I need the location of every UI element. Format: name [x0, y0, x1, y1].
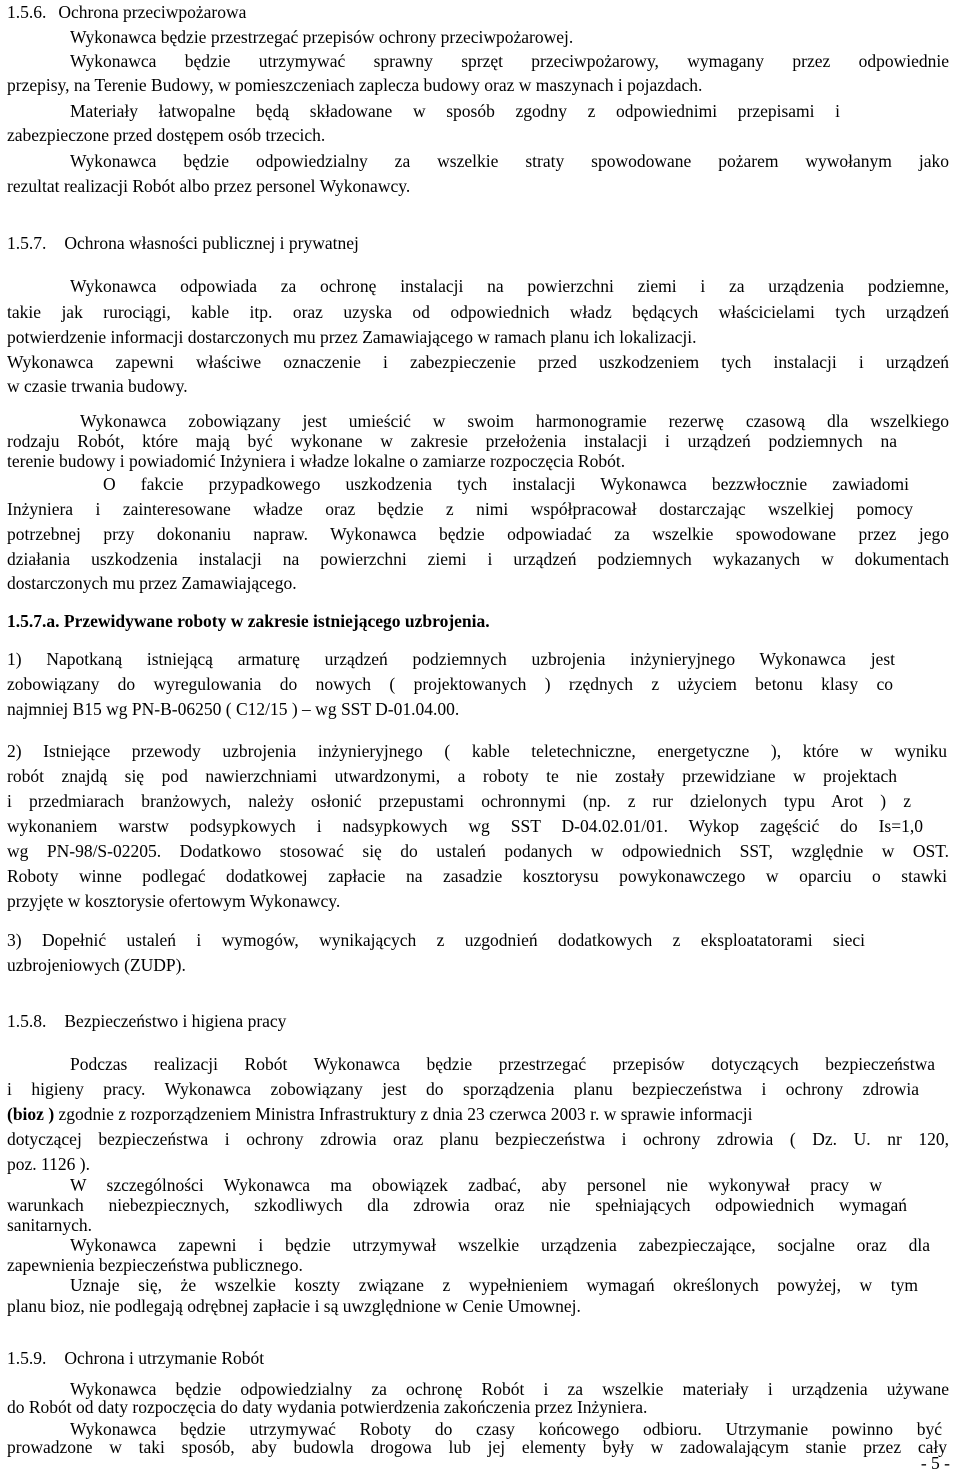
list-item-2-line: i przedmiarach branżowych, należy osłonić przepustami ochronnymi (np. z rur dzielonych typu Arot ) z [7, 791, 911, 811]
list-item-2-line: wykonaniem warstw podsypkowych i nadsypkowych wg SST D-04.02.01/01. Wykop zagęścić do Is=1,0 [7, 816, 923, 836]
list-item-2-line: przyjęte w kosztorysie ofertowym Wykonawcy. [7, 891, 341, 911]
paragraph-line: Wykonawca będzie utrzymywać Roboty do czasy końcowego odbioru. Utrzymanie powinno być [70, 1419, 942, 1439]
paragraph-line: rezultat realizacji Robót albo przez personel Wykonawcy. [7, 176, 411, 196]
section-title: Ochrona przeciwpożarowa [58, 2, 247, 22]
paragraph-line: Wykonawca zobowiązany jest umieścić w swoim harmonogramie rezerwę czasową dla wszelkiego [80, 411, 949, 431]
paragraph-line: przepisy, na Terenie Budowy, w pomieszczeniach zaplecza budowy oraz w maszynach i pojazdach. [7, 75, 703, 95]
paragraph-line: Wykonawca zapewni właściwe oznaczenie i zabezpieczenie przed uszkodzeniem tych instalacji i urządzeń [7, 352, 949, 372]
paragraph-line: do Robót od daty rozpoczęcia do daty wydania potwierdzenia zakończenia przez Inżyniera. [7, 1397, 648, 1417]
paragraph-line: dostarczonych mu przez Zamawiającego. [7, 573, 297, 593]
list-item-2-line: wg PN-98/S-02205. Dodatkowo stosować się do ustaleń podanych w odpowiednich SST, względnie w OST. [7, 841, 949, 861]
paragraph-line: Wykonawca będzie odpowiedzialny za ochronę Robót i za wszelkie materiały i urządzenia używane [70, 1379, 949, 1399]
section-heading-1-5-7 [7, 232, 359, 256]
list-item-3-line: 3) Dopełnić ustaleń i wymogów, wynikających z uzgodnień dodatkowych z eksploatatorami sieci [7, 930, 865, 950]
section-title: Bezpieczeństwo i higiena pracy [64, 1011, 287, 1031]
paragraph-line: potrzebnej przy dokonaniu napraw. Wykonawca będzie odpowiadać za wszelkie spowodowane przez jego [7, 524, 949, 544]
paragraph-line: dotyczącej bezpieczeństwa i ochrony zdrowia oraz planu bezpieczeństwa i ochrony zdrowia ( Dz. U. nr 120, [7, 1129, 949, 1149]
section-number: 1.5.9. [7, 1348, 47, 1368]
paragraph-line: Wykonawca będzie utrzymywać sprawny sprzęt przeciwpożarowy, wymagany przez odpowiednie [70, 51, 949, 71]
section-number: 1.5.7. [7, 233, 47, 253]
paragraph-line: Wykonawca zapewni i będzie utrzymywał wszelkie urządzenia zabezpieczające, socjalne oraz dla [70, 1235, 930, 1255]
list-item-1-line: 1) Napotkaną istniejącą armaturę urządzeń podziemnych uzbrojenia inżynieryjnego Wykonawca jest [7, 649, 895, 669]
paragraph-line: poz. 1126 ). [7, 1154, 90, 1174]
paragraph-line: planu bioz, nie podlegają odrębnej zapłacie i są uwzględnione w Cenie Umownej. [7, 1296, 581, 1316]
paragraph-line: zabezpieczone przed dostępem osób trzecich. [7, 125, 326, 145]
paragraph-line: Inżyniera i zainteresowane władze oraz będzie z nimi współpracował dostarczając wszelkiej pomocy [7, 499, 913, 519]
paragraph-line: O fakcie przypadkowego uszkodzenia tych instalacji Wykonawca bezzwłocznie zawiadomi [103, 474, 909, 494]
list-item-3-line: uzbrojeniowych (ZUDP). [7, 955, 186, 975]
section-title: Ochrona własności publicznej i prywatnej [64, 233, 359, 253]
section-heading-1-5-6 [7, 1, 246, 25]
section-heading-1-5-8 [7, 1010, 286, 1034]
section-title: Ochrona i utrzymanie Robót [64, 1348, 265, 1368]
section-number: 1.5.6. [7, 2, 47, 22]
list-item-2-line: Roboty winne podlegać dodatkowej zapłacie na zasadzie kosztorysu powykonawczego w oparciu o stawki [7, 866, 947, 886]
page-number: - 5 - [920, 1453, 950, 1473]
paragraph-line: warunkach niebezpiecznych, szkodliwych dla zdrowia oraz nie spełniających odpowiednich wymagań [7, 1195, 907, 1215]
list-item-2-line: robót znajdą się pod nawierzchniami utwardzonymi, a roboty te nie zostały przewidziane w projektach [7, 766, 897, 786]
paragraph-line: Uznaje się, że wszelkie koszty związane z wypełnieniem wymagań określonych powyżej, w tym [70, 1275, 918, 1295]
bioz-abbreviation: (bioz ) [7, 1104, 55, 1124]
subsection-heading-1-5-7-a: 1.5.7.a. Przewidywane roboty w zakresie istniejącego uzbrojenia. [7, 611, 490, 631]
paragraph-line: działania uszkodzenia instalacji na powierzchni ziemi i urządzeń podziemnych wykazanych w dokumentach [7, 549, 949, 569]
paragraph-line: Wykonawca będzie przestrzegać przepisów ochrony przeciwpożarowej. [70, 27, 574, 47]
paragraph-line: w czasie trwania budowy. [7, 376, 188, 396]
paragraph-line: Wykonawca będzie odpowiedzialny za wszelkie straty spowodowane pożarem wywołanym jako [70, 151, 949, 171]
paragraph-line: terenie budowy i powiadomić Inżyniera i władze lokalne o zamiarze rozpoczęcia Robót. [7, 451, 626, 471]
paragraph-line: Wykonawca odpowiada za ochronę instalacji na powierzchni ziemi i za urządzenia podziemne, [70, 276, 949, 296]
paragraph-line: W szczególności Wykonawca ma obowiązek zadbać, aby personel nie wykonywał pracy w [70, 1175, 882, 1195]
paragraph-line: potwierdzenie informacji dostarczonych mu przez Zamawiającego w ramach planu ich lokalizacji. [7, 327, 697, 347]
section-number: 1.5.8. [7, 1011, 47, 1031]
list-item-2-line: 2) Istniejące przewody uzbrojenia inżynieryjnego ( kable teletechniczne, energetyczne ), które w wyniku [7, 741, 947, 761]
paragraph-line: i higieny pracy. Wykonawca zobowiązany jest do sporządzenia planu bezpieczeństwa i ochrony zdrowia [7, 1079, 919, 1099]
list-item-1-line: zobowiązany do wyregulowania do nowych ( projektowanych ) rzędnych z użyciem betonu klasy co [7, 674, 893, 694]
paragraph-line: zapewnienia bezpieczeństwa publicznego. [7, 1255, 303, 1275]
paragraph-line: sanitarnych. [7, 1215, 93, 1235]
paragraph-line: takie jak rurociągi, kable itp. oraz uzyska od odpowiednich władz będących właścicielami tych urządzeń [7, 302, 949, 322]
paragraph-text: zgodnie z rozporządzeniem Ministra Infrastruktury z dnia 23 czerwca 2003 r. w sprawie informacji [54, 1104, 753, 1124]
section-heading-1-5-9 [7, 1347, 264, 1371]
paragraph-line: Materiały łatwopalne będą składowane w sposób zgodny z odpowiednimi przepisami i [70, 101, 840, 121]
paragraph-line: rodzaju Robót, które mają być wykonane w zakresie przełożenia instalacji i urządzeń podziemnych na [7, 431, 897, 451]
paragraph-line: Podczas realizacji Robót Wykonawca będzie przestrzegać przepisów dotyczących bezpieczeństwa [70, 1054, 935, 1074]
list-item-1-line: najmniej B15 wg PN-B-06250 ( C12/15 ) – wg SST D-01.04.00. [7, 699, 460, 719]
paragraph-line: prowadzone w taki sposób, aby budowla drogowa lub jej elementy były w zadowalającym stanie przez cały [7, 1437, 947, 1457]
paragraph-line-bioz [7, 1103, 752, 1127]
